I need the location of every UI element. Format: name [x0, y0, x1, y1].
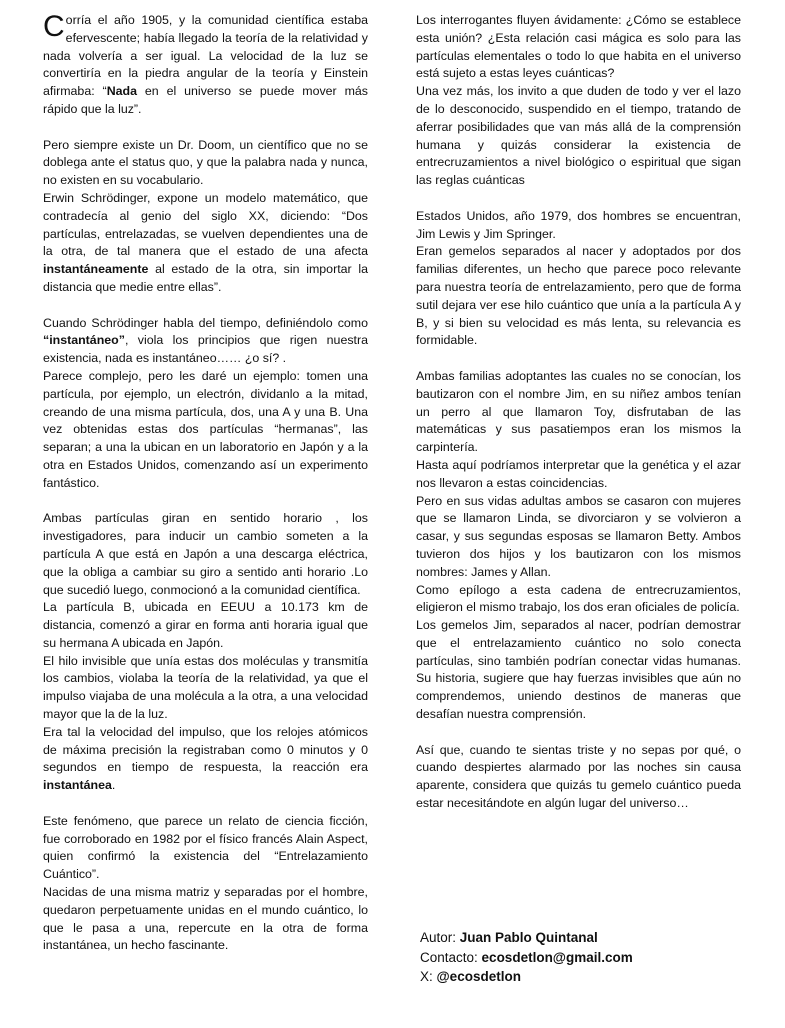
x-line [420, 967, 633, 987]
paragraph: Los gemelos Jim, separados al nacer, podrían demostrar que el entrelazamiento cuántico no solo conecta partículas, sino también podrían conectar vidas humanas. Su historia, sugiere que hay fuerzas invisibles que aún no comprendemos, uniendo destinos de maneras que desafían nuestra comprensión. [416, 618, 741, 722]
paragraph [43, 190, 368, 297]
text: al estado de la otra, sin importar la distancia que medie entre ellas”. [43, 262, 368, 294]
bold-text: instantáneamente [43, 262, 149, 277]
author-name: Juan Pablo Quintanal [459, 930, 598, 945]
text: en el universo se puede mover más rápido que la luz”. [43, 84, 369, 116]
right-column [416, 12, 741, 813]
author-label: Autor: [420, 930, 460, 945]
paragraph [43, 315, 368, 368]
paragraph: Estados Unidos, año 1979, dos hombres se encuentran, Jim Lewis y Jim Springer. [416, 208, 741, 241]
author-line [420, 928, 633, 948]
text: Cuando Schrödinger habla del tiempo, definiéndolo como [43, 315, 368, 330]
left-column [43, 12, 368, 955]
text: orría el año 1905, y la comunidad científica estaba efervescente; había llegado la teoría de la relatividad y nada volvería a ser igual. La velocidad de la luz se convertiría en la piedra angular de la teoría y Einstein afirmaba: “ [43, 13, 368, 99]
x-handle[interactable]: @ecosdetlon [436, 969, 521, 984]
paragraph: El hilo invisible que unía estas dos moléculas y transmitía los cambios, violaba la teoría de la relatividad, ya que el impulso viajaba de una molécula a la otra, a una velocidad mayor que la de la luz. [43, 653, 368, 722]
contact-label: Contacto: [420, 949, 482, 965]
paragraph: La partícula B, ubicada en EEUU a 10.173 km de distancia, comenzó a girar en forma anti horaria igual que su hermana A ubicada en Japón. [43, 600, 368, 650]
text: , viola los principios que rigen nuestra existencia, nada es instantáneo…… ¿o sí? . [43, 333, 368, 366]
paragraph: Parece complejo, pero les daré un ejemplo: tomen una partícula, por ejemplo, un electrón, dividanlo a la mitad, creando de una misma partícula, dos, una A y una B. Una vez obtenidas estas dos partículas “hermanas”, las separan; a una la ubican en un laboratorio en Japón y a la otra en Estados Unidos, comenzando así un experimento fantástico. [43, 368, 368, 490]
paragraph [43, 724, 368, 795]
paragraph: Los interrogantes fluyen ávidamente: ¿Cómo se establece esta unión? ¿Esta relación casi mágica es solo para las partículas elementales o todo lo que habita en el universo está sujeto a estas leyes cuánticas? [416, 13, 741, 81]
paragraph: Ambas partículas giran en sentido horario , los investigadores, para inducir un cambio someten a la partícula A que está en Japón a una descarga eléctrica, que la obliga a cambiar su giro a sentido anti horario .Lo que sucedió luego, conmocionó a la comunidad científica. [43, 511, 368, 597]
paragraph: Ambas familias adoptantes las cuales no se conocían, los bautizaron con el nombre Jim, en su niñez ambos tenían un perro al que llamaron Toy, disfrutaban de las matemáticas y sus pasatiempos eran los mismos la carpintería. [416, 368, 741, 455]
contact-line [420, 948, 633, 968]
paragraph: Una vez más, los invito a que duden de todo y ver el lazo de lo desconocido, suspendido en el tiempo, tratando de aferrar posibilidades que van más allá de la comprensión humana y quizás considerar la existencia de entrecruzamientos a nivel biológico o espiritual que sigan las reglas cuánticas [416, 84, 741, 188]
paragraph: Pero en sus vidas adultas ambos se casaron con mujeres que se llamaron Linda, se divorciaron y se volvieron a casar, y sus segundas esposas se llamaron Betty. Ambos tuvieron dos hijos y los bautizaron con los mismos nombres: James y Allan. [416, 493, 741, 579]
paragraph: Como epílogo a esta cadena de entrecruzamientos, eligieron el mismo trabajo, los dos eran oficiales de policía. [416, 582, 741, 615]
contact-email[interactable]: ecosdetlon@gmail.com [481, 949, 633, 965]
bold-text: “instantáneo” [43, 333, 125, 348]
paragraph: Este fenómeno, que parece un relato de ciencia ficción, fue corroborado en 1982 por el físico francés Alain Aspect, quien confirmó la existencia del “Entrelazamiento Cuántico”. [43, 813, 368, 882]
bold-text: instantánea [43, 778, 112, 793]
bold-text: Nada [106, 84, 137, 99]
drop-cap: C [43, 10, 65, 43]
paragraph: Nacidas de una misma matriz y separadas por el hombre, quedaron perpetuamente unidas en el mundo cuántico, lo que le pasa a una, repercute en la otra de forma instantánea, un hecho fascinante. [43, 885, 368, 953]
paragraph [43, 12, 368, 119]
text: . [111, 778, 116, 793]
paragraph: Pero siempre existe un Dr. Doom, un científico que no se doblega ante el status quo, y que la palabra nada y nunca, no existen en su vocabulario. [43, 137, 368, 188]
text: Era tal la velocidad del impulso, que los relojes atómicos de máxima precisión la registraban como 0 minutos y 0 segundos en tiempo de respuesta, la reacción era [43, 724, 368, 775]
text: Erwin Schrödinger, expone un modelo matemático, que contradecía al genio del siglo XX, diciendo: “Dos partículas, entrelazadas, se vuelven dependientes una de la otra, de tal manera que el estado de una afecta [43, 190, 368, 259]
author-block [420, 928, 633, 987]
paragraph: Así que, cuando te sientas triste y no sepas por qué, o cuando despiertes alarmado por las noches sin causa aparente, considera que quizás tu gemelo cuántico pueda estar necesitándote en algún lugar del universo… [416, 742, 741, 811]
x-label: X: [420, 969, 437, 984]
paragraph: Hasta aquí podríamos interpretar que la genética y el azar nos llevaron a estas coincidencias. [416, 457, 741, 490]
paragraph: Eran gemelos separados al nacer y adoptados por dos familias diferentes, un hecho que parece poco relevante para nuestra teoría de entrelazamiento, pero que de forma sutil dejara ver ese hilo cuántico que unía a la partícula A y B, y si bien su velocidad es más lenta, su relevancia es formidable. [416, 244, 741, 348]
